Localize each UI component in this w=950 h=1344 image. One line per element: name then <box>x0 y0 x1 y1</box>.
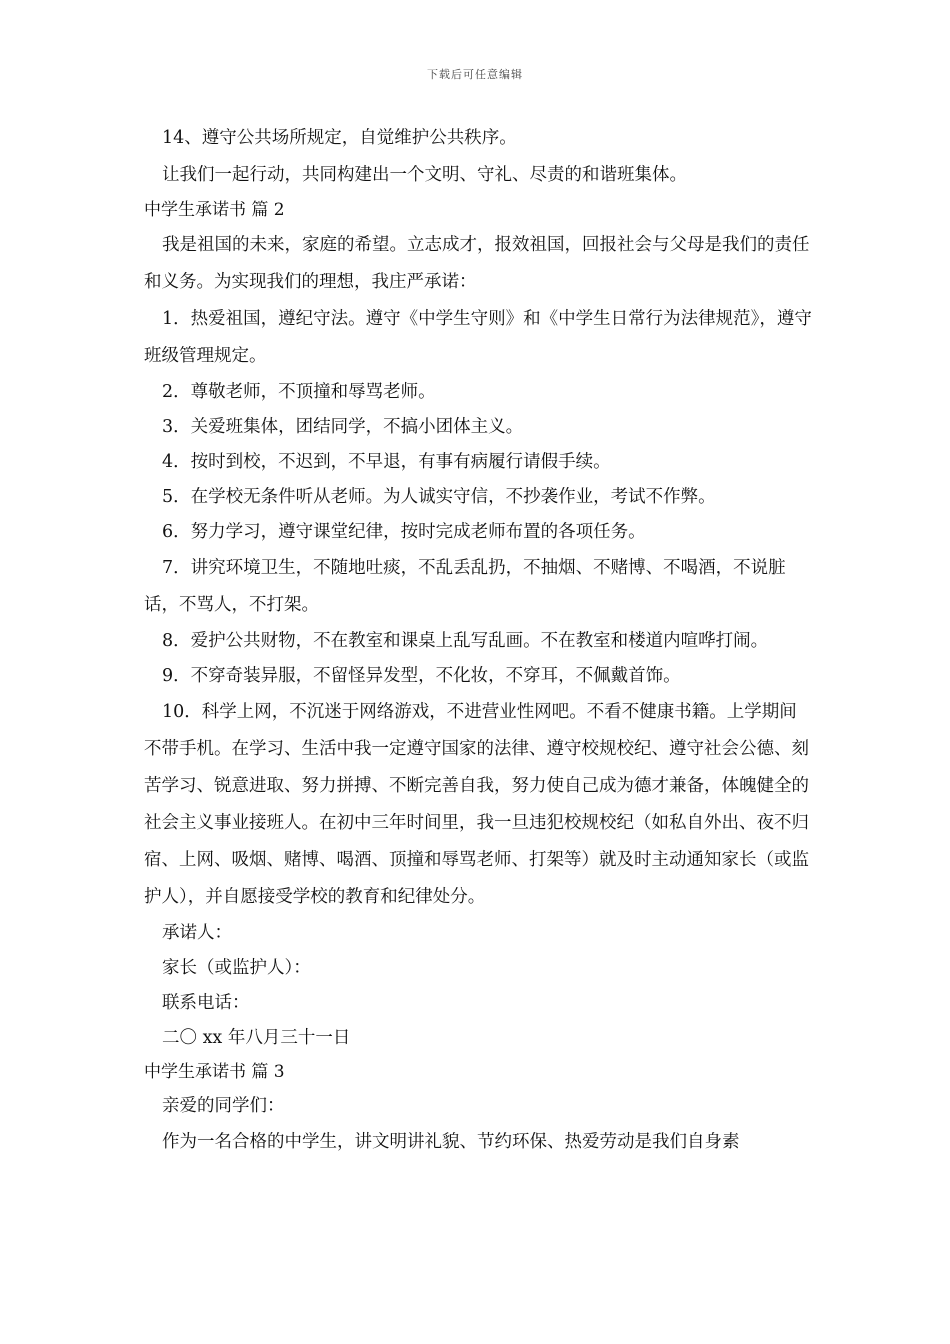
salutation: 亲爱的同学们： <box>162 1096 285 1116</box>
signature-line: 承诺人： <box>162 923 232 943</box>
list-item: 3．关爱班集体，团结同学，不搞小团体主义。 <box>162 417 524 437</box>
list-item: 7．讲究环境卫生，不随地吐痰，不乱丢乱扔，不抽烟、不赌博、不喝酒，不说脏话，不骂人，不打架。 <box>144 558 786 615</box>
paragraph: 作为一名合格的中学生，讲文明讲礼貌、节约环保、热爱劳动是我们自身素 <box>162 1132 740 1152</box>
list-item: 5．在学校无条件听从老师。为人诚实守信，不抄袭作业，考试不作弊。 <box>162 487 716 507</box>
paragraph: 让我们一起行动，共同构建出一个文明、守礼、尽责的和谐班集体。 <box>162 165 687 185</box>
section-heading: 中学生承诺书 篇 2 <box>144 200 285 220</box>
signature-line: 家长（或监护人）： <box>162 958 311 978</box>
paragraph: 14、遵守公共场所规定，自觉维护公共秩序。 <box>162 128 517 148</box>
list-item: 6．努力学习，遵守课堂纪律，按时完成老师布置的各项任务。 <box>162 522 646 542</box>
page-header-note: 下载后可任意编辑 <box>427 68 523 81</box>
list-item: 4．按时到校，不迟到，不早退，有事有病履行请假手续。 <box>162 452 611 472</box>
document-body <box>144 120 814 1161</box>
list-item: 10．科学上网，不沉迷于网络游戏，不进营业性网吧。不看不健康书籍。上学期间不带手机。在学习、生活中我一定遵守国家的法律、遵守校规校纪、遵守社会公德、刻苦学习、锐意进取、努力拼搏、不断完善自我，努力使自己成为德才兼备，体魄健全的社会主义事业接班人。在初中三年时间里，我一旦违犯校规校纪（如私自外出、夜不归宿、上网、吸烟、赌博、喝酒、顶撞和辱骂老师、打架等）就及时主动通知家长（或监护人），并自愿接受学校的教育和纪律处分。 <box>144 702 809 907</box>
signature-line: 联系电话： <box>162 993 250 1013</box>
list-item: 8．爱护公共财物，不在教室和课桌上乱写乱画。不在教室和楼道内喧哗打闹。 <box>162 631 769 651</box>
section-heading: 中学生承诺书 篇 3 <box>144 1062 285 1082</box>
list-item: 2．尊敬老师，不顶撞和辱骂老师。 <box>162 382 436 402</box>
list-item: 1．热爱祖国，遵纪守法。遵守《中学生守则》和《中学生日常行为法律规范》，遵守班级管理规定。 <box>144 309 812 366</box>
list-item: 9．不穿奇装异服，不留怪异发型，不化妆，不穿耳，不佩戴首饰。 <box>162 666 681 686</box>
paragraph: 我是祖国的未来，家庭的希望。立志成才，报效祖国，回报社会与父母是我们的责任和义务。为实现我们的理想，我庄严承诺： <box>144 235 810 292</box>
date-line: 二〇 xx 年八月三十一日 <box>162 1028 351 1048</box>
